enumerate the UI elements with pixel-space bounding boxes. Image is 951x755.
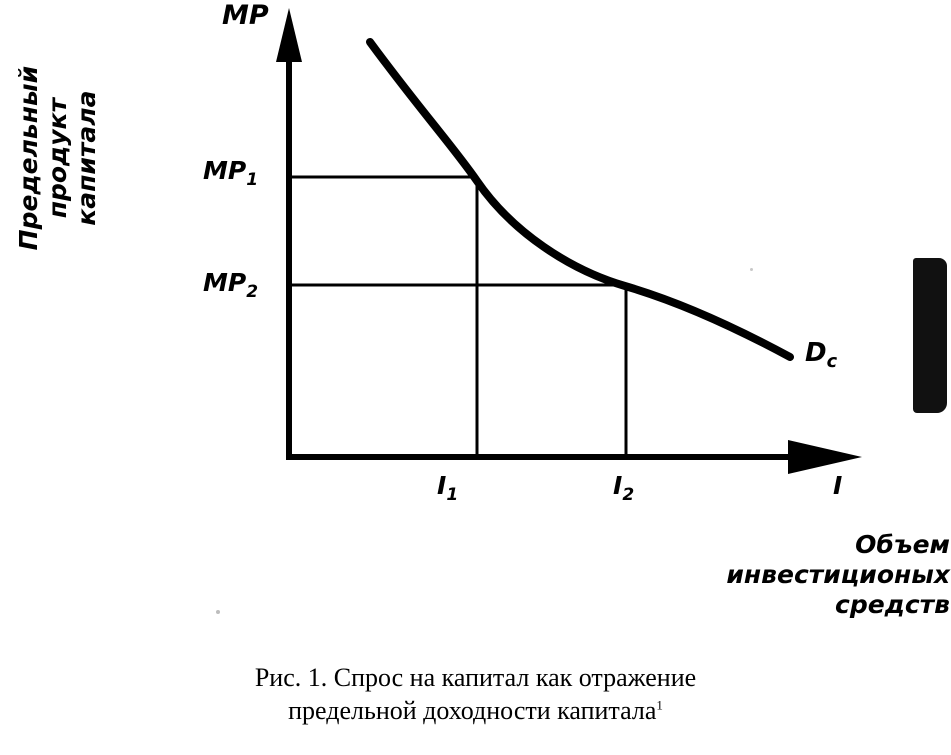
curve-label-dc-sub: c [826, 352, 838, 373]
y-axis-symbol-label: MP [222, 0, 269, 31]
tick-label-i2-base: I [613, 471, 623, 500]
guide-lines-mp1-i1 [289, 177, 477, 457]
tick-label-i1 [437, 473, 458, 504]
tick-label-i2 [613, 473, 634, 504]
tick-label-i1-base: I [437, 471, 447, 500]
scan-speck [750, 268, 753, 271]
y-axis-title-line2: продукт [42, 97, 72, 219]
tick-label-mp2-base: MP [203, 268, 247, 297]
tick-label-i2-sub: 2 [622, 485, 635, 505]
y-axis-title [15, 38, 101, 278]
figure-caption [0, 662, 951, 727]
figure-caption-line2-text: предельной доходности капитала [288, 695, 657, 725]
y-axis-title-line3: капитала [71, 90, 101, 226]
x-axis-title-line1: Объем [855, 530, 950, 559]
tick-label-mp1-sub: 1 [246, 170, 259, 190]
y-axis [276, 8, 302, 458]
curve-label-dc [805, 340, 837, 372]
curve-label-dc-base: D [805, 338, 827, 368]
y-axis-title-line1: Предельный [13, 65, 43, 251]
guide-lines-mp2-i2 [289, 285, 626, 457]
demand-curve-dc [370, 42, 790, 357]
x-axis-title-line2: инвестиционых [726, 560, 950, 589]
x-axis-symbol-label: I [833, 471, 843, 500]
scan-speck [216, 610, 220, 614]
x-axis-title-line3: средств [835, 590, 950, 619]
scan-smudge [913, 258, 947, 413]
x-axis [286, 440, 862, 474]
tick-label-mp2 [203, 270, 258, 301]
x-axis-title [700, 530, 950, 620]
figure-caption-line2 [0, 695, 951, 728]
tick-label-mp2-sub: 2 [246, 282, 259, 302]
tick-label-mp1 [203, 158, 258, 189]
tick-label-mp1-base: MP [203, 156, 247, 185]
tick-label-i1-sub: 1 [446, 485, 459, 505]
figure-caption-footnote: 1 [656, 696, 663, 712]
figure-caption-line1: Рис. 1. Спрос на капитал как отражение [254, 663, 697, 692]
